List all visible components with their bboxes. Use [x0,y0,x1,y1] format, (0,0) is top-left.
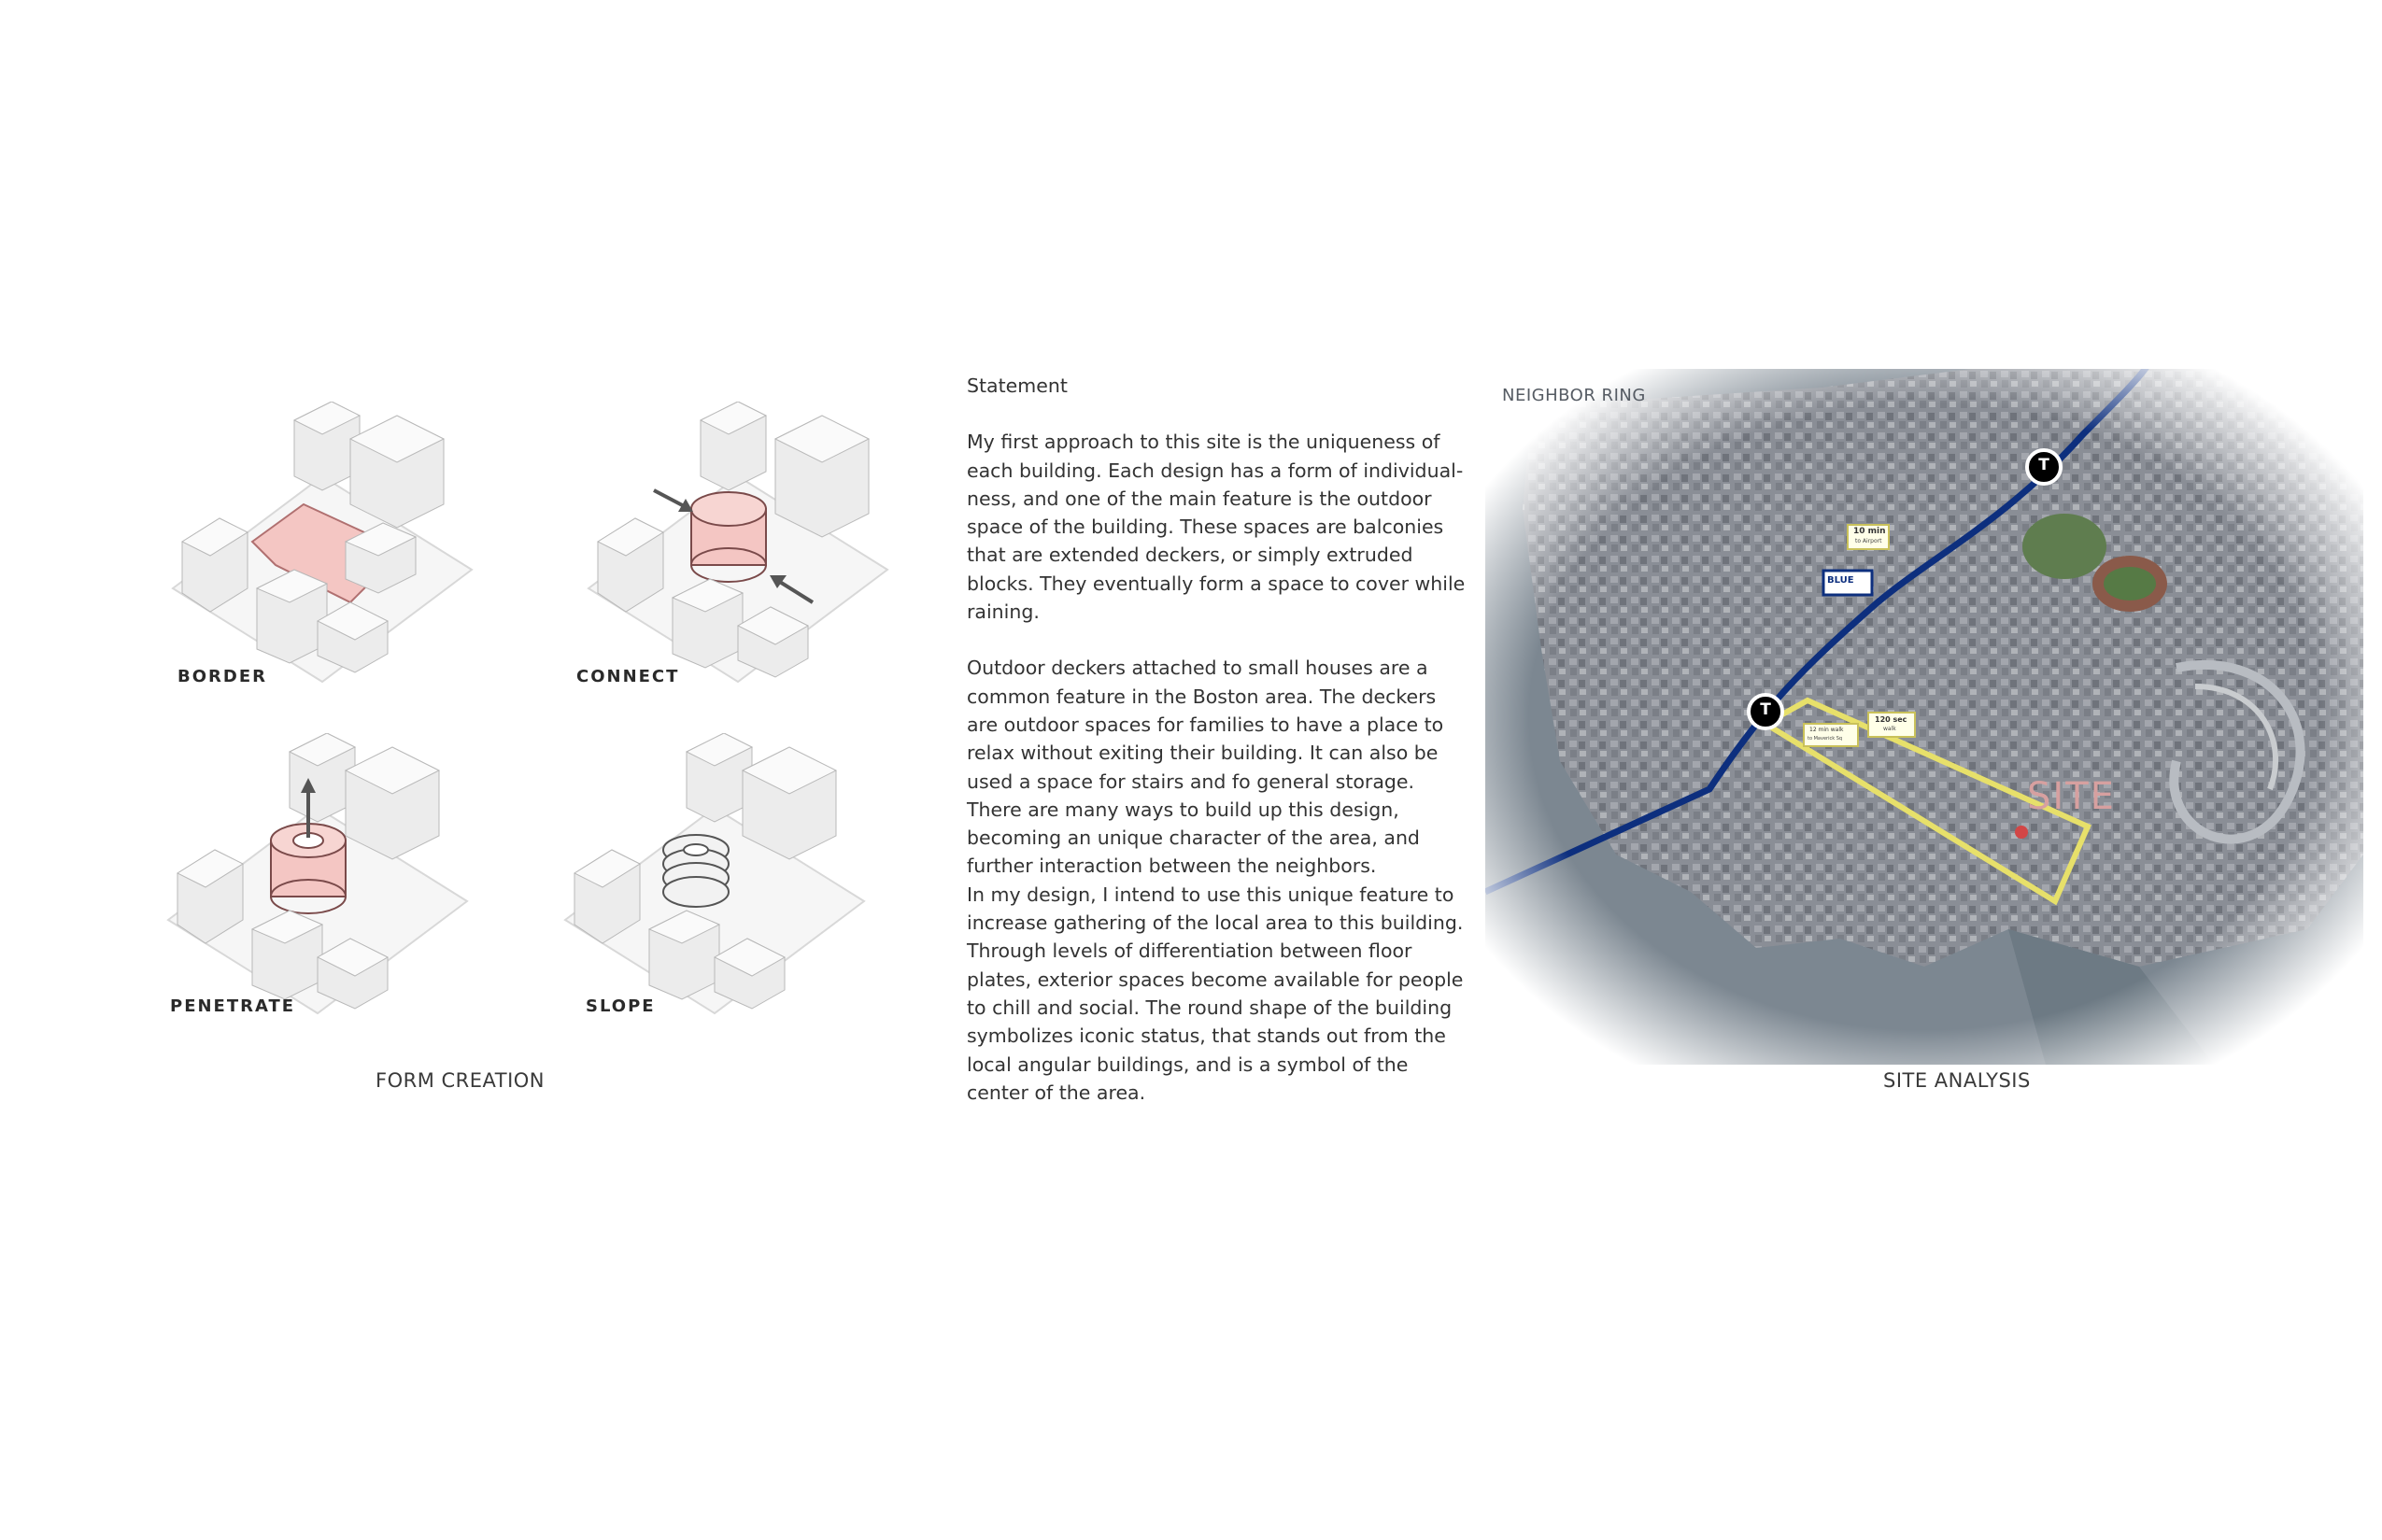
t-station-icon: T [1760,700,1771,719]
walk-callout-title: 12 min walk [1809,727,1844,733]
slope-label: SLOPE [586,996,656,1016]
sec-callout-sub: walk [1883,726,1896,732]
sec-callout-title: 120 sec [1875,715,1907,724]
t-station-icon: T [2038,456,2049,474]
site-analysis-map [1485,369,2363,1065]
statement-title: Statement [967,374,1068,397]
penetrate-label: PENETRATE [170,996,296,1016]
airport-callout-sub: to Airport [1855,538,1882,544]
airport-callout-title: 10 min [1853,527,1886,536]
connect-label: CONNECT [576,667,680,686]
walk-callout-sub: to Maverick Sq [1808,736,1843,742]
neighbor-ring-label: NEIGHBOR RING [1502,386,1646,405]
blue-line-label: BLUE [1827,575,1854,586]
connect-diagram [579,402,897,691]
site-analysis-caption: SITE ANALYSIS [1883,1069,2031,1092]
statement-paragraph-1: My first approach to this site is the uniqueness of each building. Each design has a form of individual-ness, and one of the main feature is the outdoor space of the building. These spaces are balconies that are extended deckers, or simply extruded blocks. They eventually form a space to cover while raining. [967,431,1466,624]
site-text: SITE [2027,775,2116,818]
statement-paragraph-3: In my design, I intend to use this unique feature to increase gathering of the local area to this building. Through levels of differentiation between floor plates, exterior spaces become available for people to chill and social. The round shape of the building symbolizes iconic status, that stands out from the local angular buildings, and is a symbol of the center of the area. [967,883,1464,1104]
form-creation-caption: FORM CREATION [376,1069,546,1092]
border-diagram [163,402,481,691]
statement-paragraph-2: Outdoor deckers attached to small houses are a common feature in the Boston area. The deckers are outdoor spaces for families to have a place to relax without exiting their building. It can also be used a space for stairs and fo general storage. There are many ways to build up this design, becoming an unique character of the area, and further interaction between the neighbors. [967,657,1444,878]
statement-block [967,372,1467,1107]
slope-diagram [556,733,873,1023]
border-label: BORDER [177,667,267,686]
penetrate-diagram [159,733,476,1023]
